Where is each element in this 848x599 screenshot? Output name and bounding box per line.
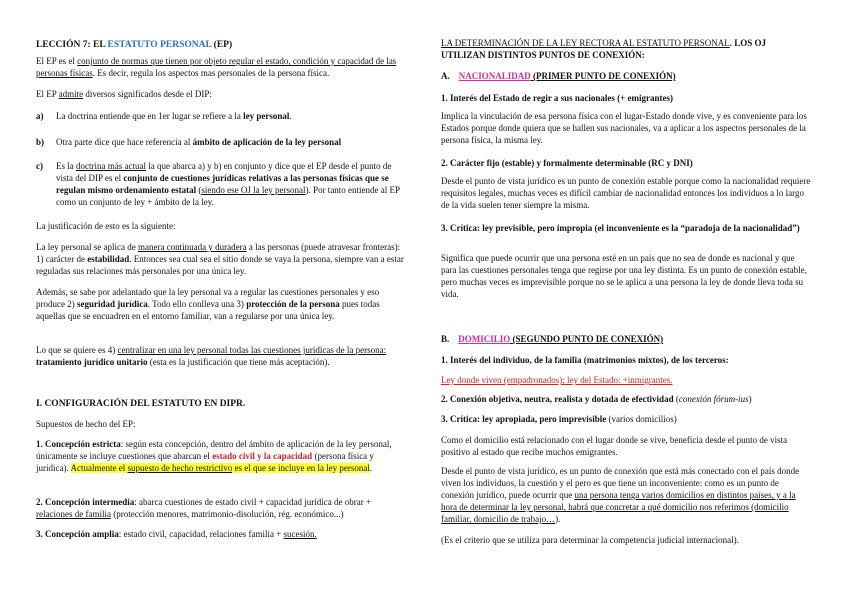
section-1-heading: I. CONFIGURACIÓN DEL ESTATUTO EN DIPR.: [36, 399, 246, 409]
dom-paragraph-1: Como el domicilio está relacionado con el lugar donde se vive, beneficia desde el punto de vista positivo al estado que recibe muchos emigrantes.: [441, 435, 788, 457]
justification-1: La ley personal se aplica de manera continuada y duradera a las personas (puede atravesar fronteras): 1) carácter de estabilidad. Entonces sea cual sea el sitio donde se vaya la persona, siempre van a estar reguladas sus relaciones más personales por una única ley.: [36, 242, 404, 276]
nac-point-1-text: Implica la vinculación de esa persona física con el lugar-Estado donde vive, y es conveniente para los Estados porque donde quiera que se hallen sus nacionales, va a aplicar a los aspectos personales de la persona física, la misma ley.: [441, 111, 807, 145]
dom-paragraph-2: Desde el punto de vista jurídico, es un punto de conexión que está más conectado con el país donde viven los individuos, la cuestión y el pero es que tiene un inconveniente: como es un punto de conexión jurídico, puede ocurrir que una persona tenga varios domicilios en distintos países, y a la hora de determinar la ley personal, habrá que concretar a qué domicilio nos referimos (domicilio familiar, domicilio de trabajo…).: [441, 466, 800, 524]
right-heading: LA DETERMINACIÓN DE LA LEY RECTORA AL ESTATUTO PERSONAL. LOS OJ UTILIZAN DISTINTOS PUNTOS DE CONEXIÓN:: [441, 38, 767, 60]
concept-strict: 1. Concepción estricta: según esta concepción, dentro del ámbito de aplicación de la ley personal, únicamente se incluye cuestiones que abarcan el estado civil y la capacidad (persona física y jurídica). Actualmente el supuesto de hecho restrictivo es el que se incluye en la ley personal.: [36, 439, 392, 473]
justification-3: Lo que se quiere es 4) centralizar en una ley personal todas las cuestiones jurídicas de la persona: tratamiento jurídico unitario (esta es la justificación que tiene más aceptación).: [36, 345, 387, 367]
nacionalidad-link[interactable]: NACIONALIDAD: [458, 71, 531, 81]
nac-point-2-text: Desde el punto de vista jurídico es un punto de conexión estable porque como la nacionalidad requiere requisitos legales, muchas veces es difícil cambiar de nacionalidad entonces los individuos a lo largo de la vida suelen tener siempre la misma.: [441, 176, 811, 210]
meaning-a: a) La doctrina entiende que en 1er lugar se refiere a la ley personal.: [36, 111, 292, 121]
lesson-title: LECCIÓN 7: EL ESTATUTO PERSONAL (EP): [36, 40, 233, 50]
title-link[interactable]: ESTATUTO PERSONAL: [107, 40, 212, 50]
section-b-heading: B. DOMICILIO (SEGUNDO PUNTO DE CONEXIÓN): [441, 334, 664, 344]
meanings-intro: El EP admite diversos significados desde el DIP:: [36, 89, 212, 99]
domicilio-link[interactable]: DOMICILIO: [458, 334, 511, 344]
dom-point-2: 2. Conexión objetiva, neutra, realista y dotada de efectividad (conexión fórum-ius): [441, 394, 752, 404]
intro-paragraph: El EP es el conjunto de normas que tienen por objeto regular el estado, condición y capacidad de las personas físicas. Es decir, regula los aspectos mas personales de la persona física.: [36, 56, 397, 78]
dom-point-1-title: 1. Interés del individuo, de la familia (matrimonios mixtos), de los terceros:: [441, 355, 729, 365]
section-a-heading: A. NACIONALIDAD (PRIMER PUNTO DE CONEXIÓN): [441, 71, 676, 81]
dom-point-1-note: Ley donde viven (empadronados); ley del Estado: +inmigrantes.: [441, 375, 673, 385]
dom-point-3: 3. Crítica: ley apropiada, pero imprevisible (varios domicilios): [441, 414, 677, 424]
supuestos-label: Supuestos de hecho del EP:: [36, 419, 136, 429]
nac-point-2-title: 2. Carácter fijo (estable) y formalmente determinable (RC y DNI): [441, 158, 693, 168]
nac-point-1-title: 1. Interés del Estado de regir a sus nacionales (+ emigrantes): [441, 93, 674, 103]
justification-title: La justificación de esto es la siguiente:: [36, 221, 176, 231]
nac-point-3-title: 3. Crítica: ley previsible, pero impropia (el inconveniente es la “paradoja de la nacionalidad”): [441, 223, 800, 233]
justification-2: Además, se sabe por adelantado que la ley personal va a regular las cuestiones personales y eso produce 2) seguridad jurídica. Todo ello conlleva una 3) protección de la persona pues todas aquellas que se encuadren en el entorno familiar, van a regularse por una única ley.: [36, 287, 380, 321]
meaning-b: b) Otra parte dice que hace referencia al ámbito de aplicación de la ley personal: [36, 137, 342, 147]
concept-intermediate: 2. Concepción intermedia: abarca cuestiones de estado civil + capacidad jurídica de obrar + relaciones de familia (protección menores, matrimonio-disolución, rég. económico...): [36, 497, 372, 519]
concept-broad: 3. Concepción amplia: estado civil, capacidad, relaciones familia + sucesión.: [36, 529, 317, 539]
nac-point-3-text: Significa que puede ocurrir que una persona esté en un país que no sea de donde es nacional y que para las cuestiones personales tenga que regirse por una ley distinta. Es un punto de conexión estable, pero muchas veces es imprevisible porque no se le aplica a una persona la ley de donde lleva toda su vida.: [441, 253, 807, 299]
meaning-c: c) Es la doctrina más actual la que abarca a) y b) en conjunto y dice que el EP desde el punto de vista del DIP es el conjunto de cuestiones jurídicas relativas a las personas físicas que se regulan mismo ordenamiento estatal (siendo ese OJ la ley personal). Por tanto entiende al EP como un conjunto de ley + ámbito de la ley.: [36, 161, 400, 207]
dom-paragraph-3: (Es el criterio que se utiliza para determinar la competencia judicial internacional).: [441, 535, 739, 545]
